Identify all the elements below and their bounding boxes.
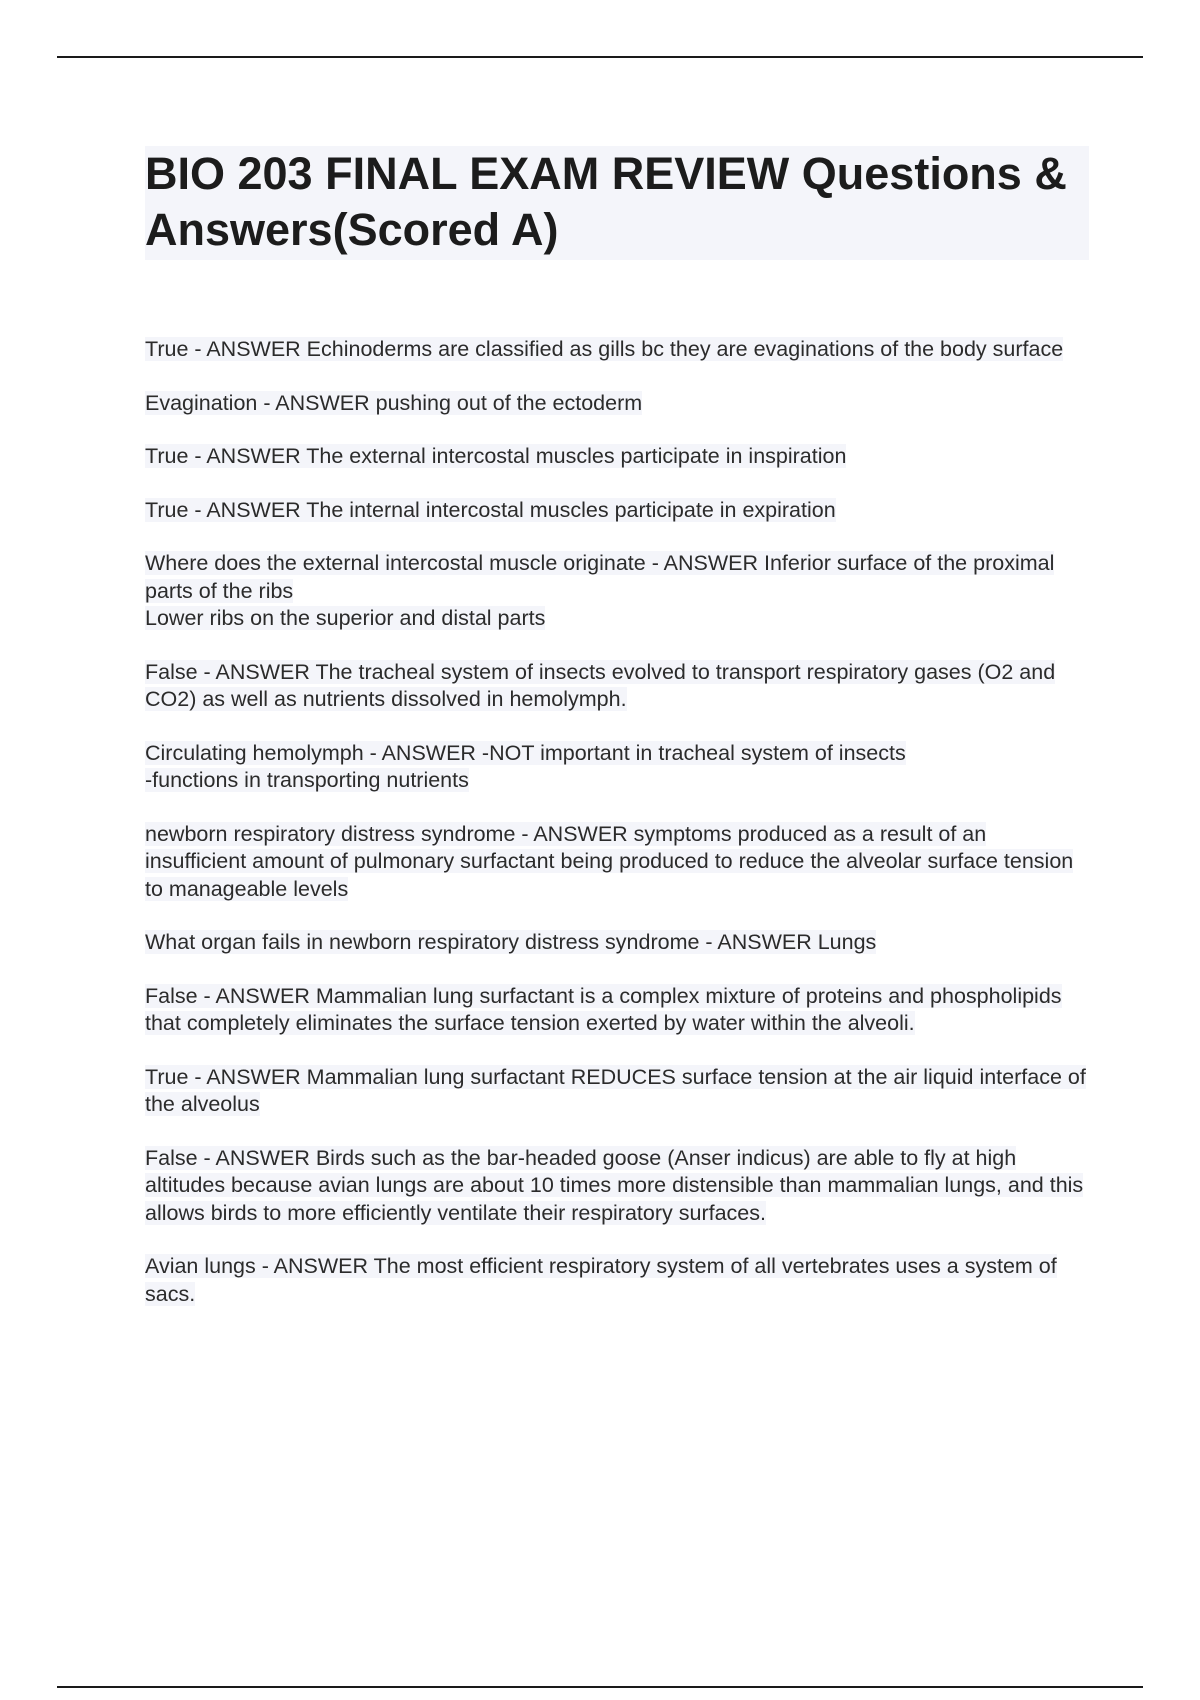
qa-entry <box>145 1064 1089 1119</box>
qa-entry-text: Evagination - ANSWER pushing out of the ectoderm <box>145 390 643 415</box>
qa-entry <box>145 983 1089 1038</box>
qa-entry-text: Avian lungs - ANSWER The most efficient respiratory system of all vertebrates uses a system of sacs. <box>145 1254 1057 1306</box>
qa-entry-text: True - ANSWER Mammalian lung surfactant REDUCES surface tension at the air liquid interface of the alveolus <box>145 1064 1086 1116</box>
qa-entry <box>145 821 1089 904</box>
qa-entry <box>145 740 1089 795</box>
qa-entry <box>145 336 1089 364</box>
qa-entry-text: False - ANSWER Mammalian lung surfactant is a complex mixture of proteins and phospholipids that completely eliminates the surface tension exerted by water within the alveoli. <box>145 983 1062 1035</box>
top-rule <box>57 56 1143 58</box>
qa-entry-text: What organ fails in newborn respiratory distress syndrome - ANSWER Lungs <box>145 930 877 954</box>
qa-entry-text: False - ANSWER Birds such as the bar-headed goose (Anser indicus) are able to fly at high altitudes because avian lungs are about 10 times more distensible than mammalian lungs, and this allows birds to more efficiently ventilate their respiratory surfaces. <box>145 1145 1084 1225</box>
qa-entry <box>145 497 1089 525</box>
bottom-rule <box>57 1686 1143 1688</box>
qa-entry <box>145 659 1089 714</box>
qa-entry <box>145 1145 1089 1228</box>
qa-entry-text: Where does the external intercostal muscle originate - ANSWER Inferior surface of the proximal parts of the ribs Lower ribs on the superior and distal parts <box>145 551 1055 630</box>
qa-entry <box>145 1253 1089 1308</box>
qa-entry <box>145 929 1089 957</box>
qa-entry-text: True - ANSWER Echinoderms are classified as gills bc they are evaginations of the body surface <box>145 337 1064 361</box>
qa-entry <box>145 390 1089 418</box>
qa-entry <box>145 550 1089 633</box>
qa-entry <box>145 443 1089 471</box>
qa-entry-text: True - ANSWER The external intercostal muscles participate in inspiration <box>145 444 847 468</box>
qa-entry-text: True - ANSWER The internal intercostal muscles participate in expiration <box>145 497 836 522</box>
qa-entry-text: Circulating hemolymph - ANSWER -NOT important in tracheal system of insects -functions in transporting nutrients <box>145 740 906 792</box>
qa-entry-text: False - ANSWER The tracheal system of insects evolved to transport respiratory gases (O2 and CO2) as well as nutrients dissolved in hemolymph. <box>145 659 1056 711</box>
qa-list <box>145 336 1089 1334</box>
title-block <box>145 146 1089 260</box>
document-title: BIO 203 FINAL EXAM REVIEW Questions & Answers(Scored A) <box>145 148 1067 255</box>
qa-entry-text: newborn respiratory distress syndrome - ANSWER symptoms produced as a result of an insufficient amount of pulmonary surfactant being produced to reduce the alveolar surface tension to manageable levels <box>145 821 1074 901</box>
